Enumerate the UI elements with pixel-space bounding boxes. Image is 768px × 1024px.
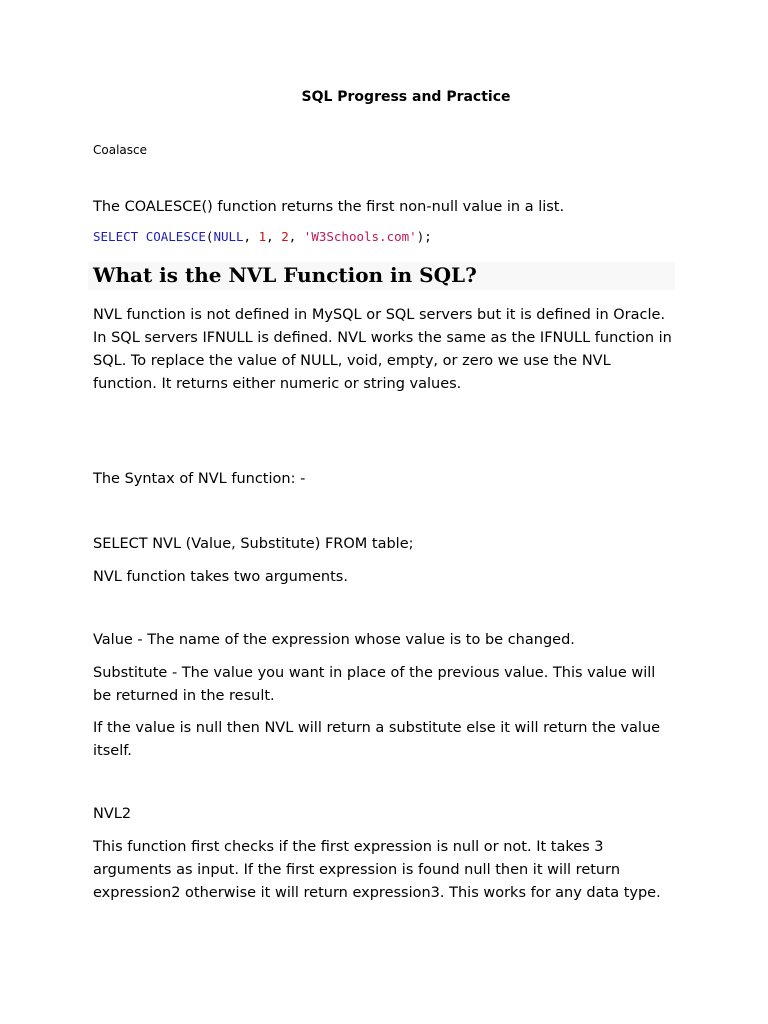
substitute-definition: Substitute - The value you want in place of the previous value. This value will be returned in the result. bbox=[93, 665, 656, 704]
code-open-paren: ( bbox=[205, 229, 214, 244]
coalesce-intro: The COALESCE() function returns the first non-null value in a list. bbox=[93, 199, 565, 215]
code-string: 'W3Schools.com' bbox=[303, 229, 417, 244]
code-separator: , bbox=[243, 229, 259, 244]
nvl2-paragraph: This function first checks if the first expression is null or not. It takes 3 arguments as input. If the first expression is found null then it will return expression2 otherwise it will return expression3. This works for any data type. bbox=[93, 839, 661, 901]
syntax-line: SELECT NVL (Value, Substitute) FROM table; bbox=[93, 536, 414, 552]
nvl-heading: What is the NVL Function in SQL? bbox=[93, 263, 477, 287]
code-separator: , bbox=[288, 229, 304, 244]
code-number: 2 bbox=[281, 229, 289, 244]
nvl-paragraph: NVL function is not defined in MySQL or SQL servers but it is defined in Oracle. In SQL servers IFNULL is defined. NVL works the same as the IFNULL function in SQL. To replace the value of NULL, void, empty, or zero we use the NVL function. It returns either numeric or string values. bbox=[93, 307, 672, 392]
document-title: SQL Progress and Practice bbox=[301, 89, 511, 105]
code-example bbox=[93, 229, 432, 244]
value-definition: Value - The name of the expression whose value is to be changed. bbox=[93, 632, 575, 648]
syntax-label: The Syntax of NVL function: - bbox=[93, 471, 306, 487]
code-close: ); bbox=[416, 229, 432, 244]
code-separator: , bbox=[266, 229, 282, 244]
null-rule: If the value is null then NVL will return a substitute else it will return the value itself. bbox=[93, 720, 661, 759]
code-select-keyword: SELECT bbox=[93, 229, 139, 244]
nvl2-label: NVL2 bbox=[93, 806, 132, 822]
code-null-keyword: NULL bbox=[213, 229, 244, 244]
code-number: 1 bbox=[258, 229, 267, 244]
code-function-name: COALESCE bbox=[145, 229, 206, 244]
section-label-coalesce: Coalasce bbox=[93, 143, 147, 157]
args-line: NVL function takes two arguments. bbox=[93, 569, 348, 585]
